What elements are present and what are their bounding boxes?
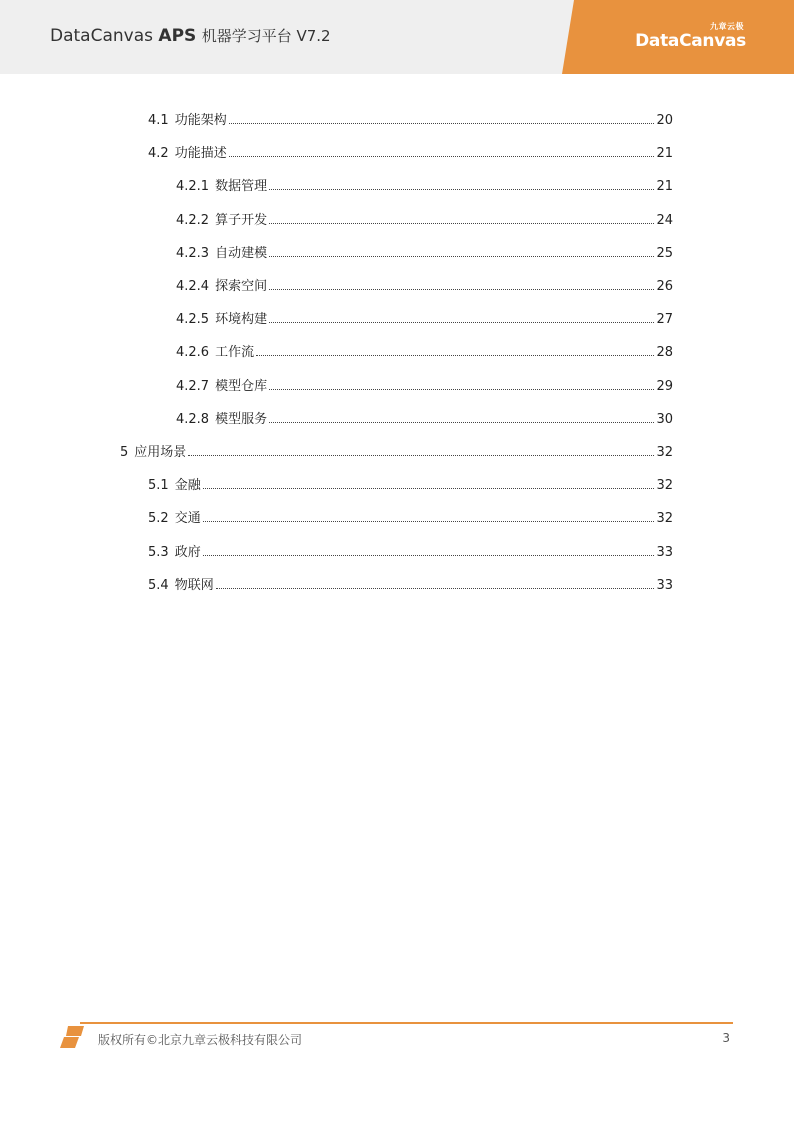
toc-entry-page: 32 xyxy=(656,511,673,527)
toc-entry-page: 27 xyxy=(656,312,673,328)
toc-leader-dots xyxy=(203,520,655,522)
toc-entry-number: 5.3 xyxy=(148,544,169,560)
toc-entry-title: 数据管理 xyxy=(215,179,268,195)
toc-entry-title: 功能描述 xyxy=(174,146,227,162)
page-number: 3 xyxy=(722,1031,730,1045)
toc-entry-page: 30 xyxy=(656,411,673,427)
header-subtitle: 机器学习平台 V7.2 xyxy=(201,27,331,45)
header-product: APS xyxy=(158,26,197,46)
toc-entry-page: 25 xyxy=(656,245,673,261)
toc-entry-title: 政府 xyxy=(174,544,201,560)
toc-leader-dots xyxy=(216,587,655,589)
toc-entry-title: 金融 xyxy=(174,478,201,494)
toc-entry-title: 环境构建 xyxy=(215,312,268,328)
toc-entry[interactable] xyxy=(120,440,673,460)
toc-entry[interactable] xyxy=(176,208,673,228)
toc-leader-dots xyxy=(229,122,655,124)
toc-entry-title: 探索空间 xyxy=(215,279,268,294)
toc-entry[interactable] xyxy=(176,274,673,294)
toc-leader-dots xyxy=(256,354,654,356)
toc-entry[interactable] xyxy=(148,506,673,526)
toc-entry-number: 5 xyxy=(120,445,129,460)
toc-entry[interactable] xyxy=(176,241,673,261)
header-brand: DataCanvas xyxy=(50,26,153,46)
toc-entry[interactable] xyxy=(148,141,673,161)
toc-entry[interactable] xyxy=(176,407,673,427)
toc-leader-dots xyxy=(269,421,654,423)
toc-entry-number: 4.2.3 xyxy=(176,245,210,261)
toc-entry-number: 5.2 xyxy=(148,511,169,527)
toc-entry-page: 24 xyxy=(656,212,673,228)
toc-entry-number: 4.2.5 xyxy=(176,312,210,328)
footer-logo-icon xyxy=(58,1024,92,1050)
toc-entry-page: 21 xyxy=(656,146,673,162)
toc-entry-title: 应用场景 xyxy=(134,445,187,460)
footer-copyright: 版权所有©北京九章云极科技有限公司 xyxy=(98,1033,303,1047)
toc-entry[interactable] xyxy=(176,340,673,360)
toc-leader-dots xyxy=(269,222,654,224)
toc-entry-page: 32 xyxy=(656,445,673,460)
toc-entry-title: 交通 xyxy=(174,511,201,527)
logo-chinese-text: 九章云极 xyxy=(710,22,744,31)
toc-entry-page: 21 xyxy=(656,179,673,195)
toc-entry-title: 工作流 xyxy=(215,345,255,361)
toc-entry-title: 模型仓库 xyxy=(215,378,268,394)
datacanvas-logo: DataCanvas xyxy=(635,31,746,51)
header-title xyxy=(50,25,331,46)
toc-entry-number: 4.2 xyxy=(148,146,169,162)
toc-entry-number: 4.1 xyxy=(148,113,169,128)
footer-divider xyxy=(80,1022,733,1024)
toc-entry-title: 模型服务 xyxy=(215,411,268,427)
toc-leader-dots xyxy=(269,188,654,190)
toc-entry[interactable] xyxy=(176,174,673,194)
toc-entry-number: 5.4 xyxy=(148,577,169,593)
toc-entry[interactable] xyxy=(148,473,673,493)
page-header xyxy=(0,0,794,74)
toc-entry[interactable] xyxy=(176,307,673,327)
toc-leader-dots xyxy=(269,255,654,257)
toc-entry-number: 4.2.7 xyxy=(176,378,210,394)
toc-entry-number: 4.2.6 xyxy=(176,345,210,361)
toc-leader-dots xyxy=(203,554,655,556)
toc-entry-title: 物联网 xyxy=(174,577,214,593)
toc-entry-number: 4.2.8 xyxy=(176,411,210,427)
toc-entry-page: 33 xyxy=(656,544,673,560)
toc-entry-page: 29 xyxy=(656,378,673,394)
toc-entry[interactable] xyxy=(148,573,673,593)
toc-entry-page: 33 xyxy=(656,577,673,593)
toc-leader-dots xyxy=(269,321,654,323)
toc-leader-dots xyxy=(229,155,655,157)
toc-entry-title: 功能架构 xyxy=(174,113,227,128)
toc-entry-page: 28 xyxy=(656,345,673,361)
toc-entry-page: 32 xyxy=(656,478,673,494)
toc-entry[interactable] xyxy=(148,108,673,128)
toc-leader-dots xyxy=(269,388,654,390)
toc-leader-dots xyxy=(188,454,654,456)
toc-entry-title: 自动建模 xyxy=(215,245,268,261)
toc-entry[interactable] xyxy=(148,540,673,560)
toc-entry-number: 4.2.1 xyxy=(176,179,210,195)
toc-leader-dots xyxy=(203,487,655,489)
toc-entry-number: 4.2.4 xyxy=(176,279,210,294)
toc-entry[interactable] xyxy=(176,374,673,394)
toc-entry-number: 5.1 xyxy=(148,478,169,494)
toc-leader-dots xyxy=(269,288,654,290)
toc-entry-title: 算子开发 xyxy=(215,212,268,228)
toc-entry-page: 20 xyxy=(656,113,673,128)
toc-entry-page: 26 xyxy=(656,279,673,294)
toc-entry-number: 4.2.2 xyxy=(176,212,210,228)
